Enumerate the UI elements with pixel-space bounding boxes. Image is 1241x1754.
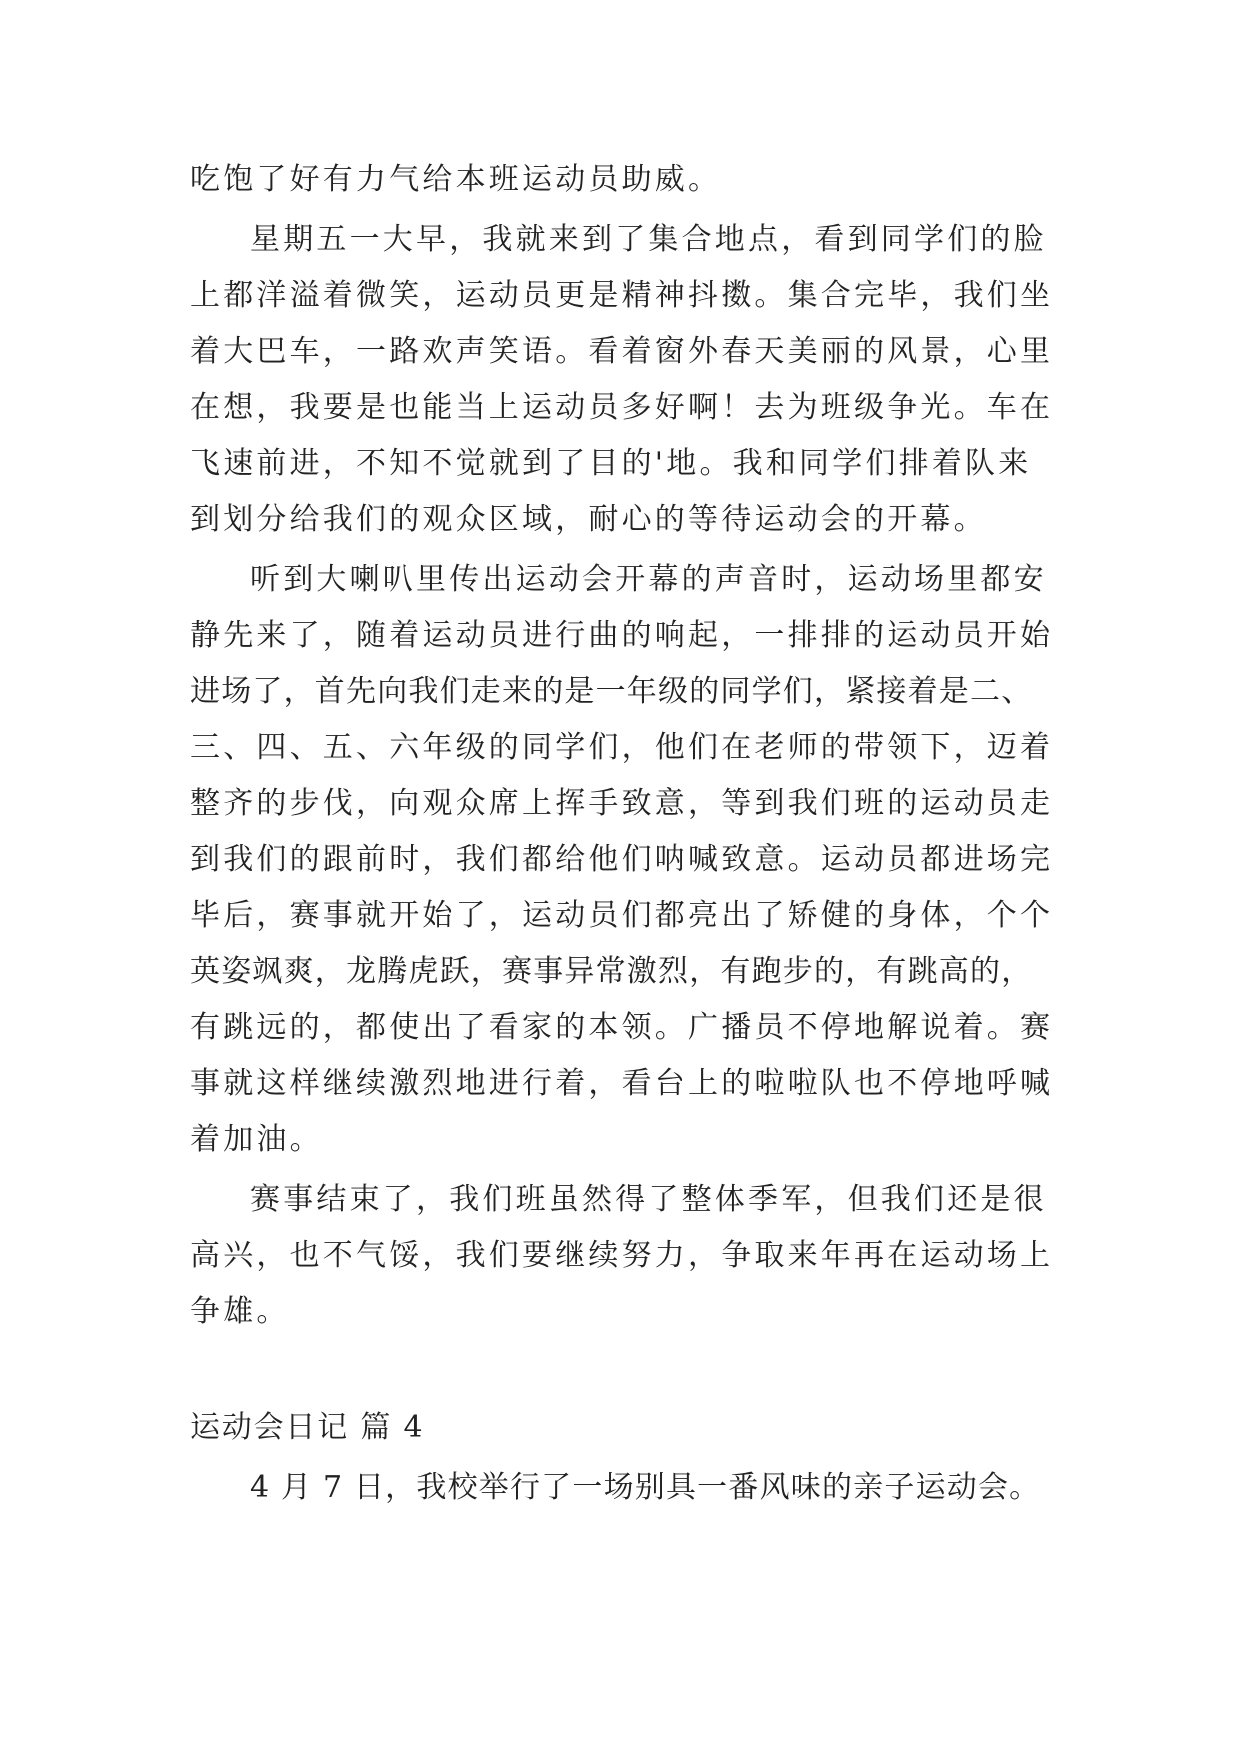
paragraph-line: 毕后，赛事就开始了，运动员们都亮出了矫健的身体，个个 [190,898,1054,933]
paragraph-line: 高兴，也不气馁，我们要继续努力，争取来年再在运动场上 [190,1238,1054,1273]
paragraph-line: 到我们的跟前时，我们都给他们呐喊致意。运动员都进场完 [190,842,1054,877]
paragraph-line: 飞速前进，不知不觉就到了目的'地。我和同学们排着队来 [190,446,1032,481]
paragraph-line: 上都洋溢着微笑，运动员更是精神抖擞。集合完毕，我们坐 [190,278,1054,313]
paragraph-line: 争雄。 [190,1294,290,1329]
paragraph-line: 着大巴车，一路欢声笑语。看着窗外春天美丽的风景，心里 [190,334,1054,369]
paragraph-line: 星期五一大早，我就来到了集合地点，看到同学们的脸 [250,222,1047,257]
paragraph-line: 在想，我要是也能当上运动员多好啊！去为班级争光。车在 [190,390,1054,425]
paragraph-line: 到划分给我们的观众区域，耐心的等待运动会的开幕。 [190,502,987,537]
paragraph-line: 三、四、五、六年级的同学们，他们在老师的带领下，迈着 [190,730,1054,765]
paragraph-line: 进场了，首先向我们走来的是一年级的同学们，紧接着是二、 [190,674,1033,709]
paragraph-line: 事就这样继续激烈地进行着，看台上的啦啦队也不停地呼喊 [190,1066,1054,1101]
paragraph-line: 整齐的步伐，向观众席上挥手致意，等到我们班的运动员走 [190,786,1054,821]
paragraph-line: 吃饱了好有力气给本班运动员助威。 [190,162,722,197]
paragraph-line: 4 月 7 日，我校举行了一场别具一番风味的亲子运动会。 [250,1470,1041,1505]
paragraph-line: 静先来了，随着运动员进行曲的响起，一排排的运动员开始 [190,618,1054,653]
paragraph-line: 听到大喇叭里传出运动会开幕的声音时，运动场里都安 [250,562,1047,597]
paragraph-line: 有跳远的，都使出了看家的本领。广播员不停地解说着。赛 [190,1010,1054,1045]
paragraph-line: 英姿飒爽，龙腾虎跃，赛事异常激烈，有跑步的，有跳高的， [190,954,1033,989]
paragraph-line: 着加油。 [190,1122,323,1157]
section-title: 运动会日记 篇 4 [190,1410,425,1445]
paragraph-line: 赛事结束了，我们班虽然得了整体季军，但我们还是很 [250,1182,1047,1217]
